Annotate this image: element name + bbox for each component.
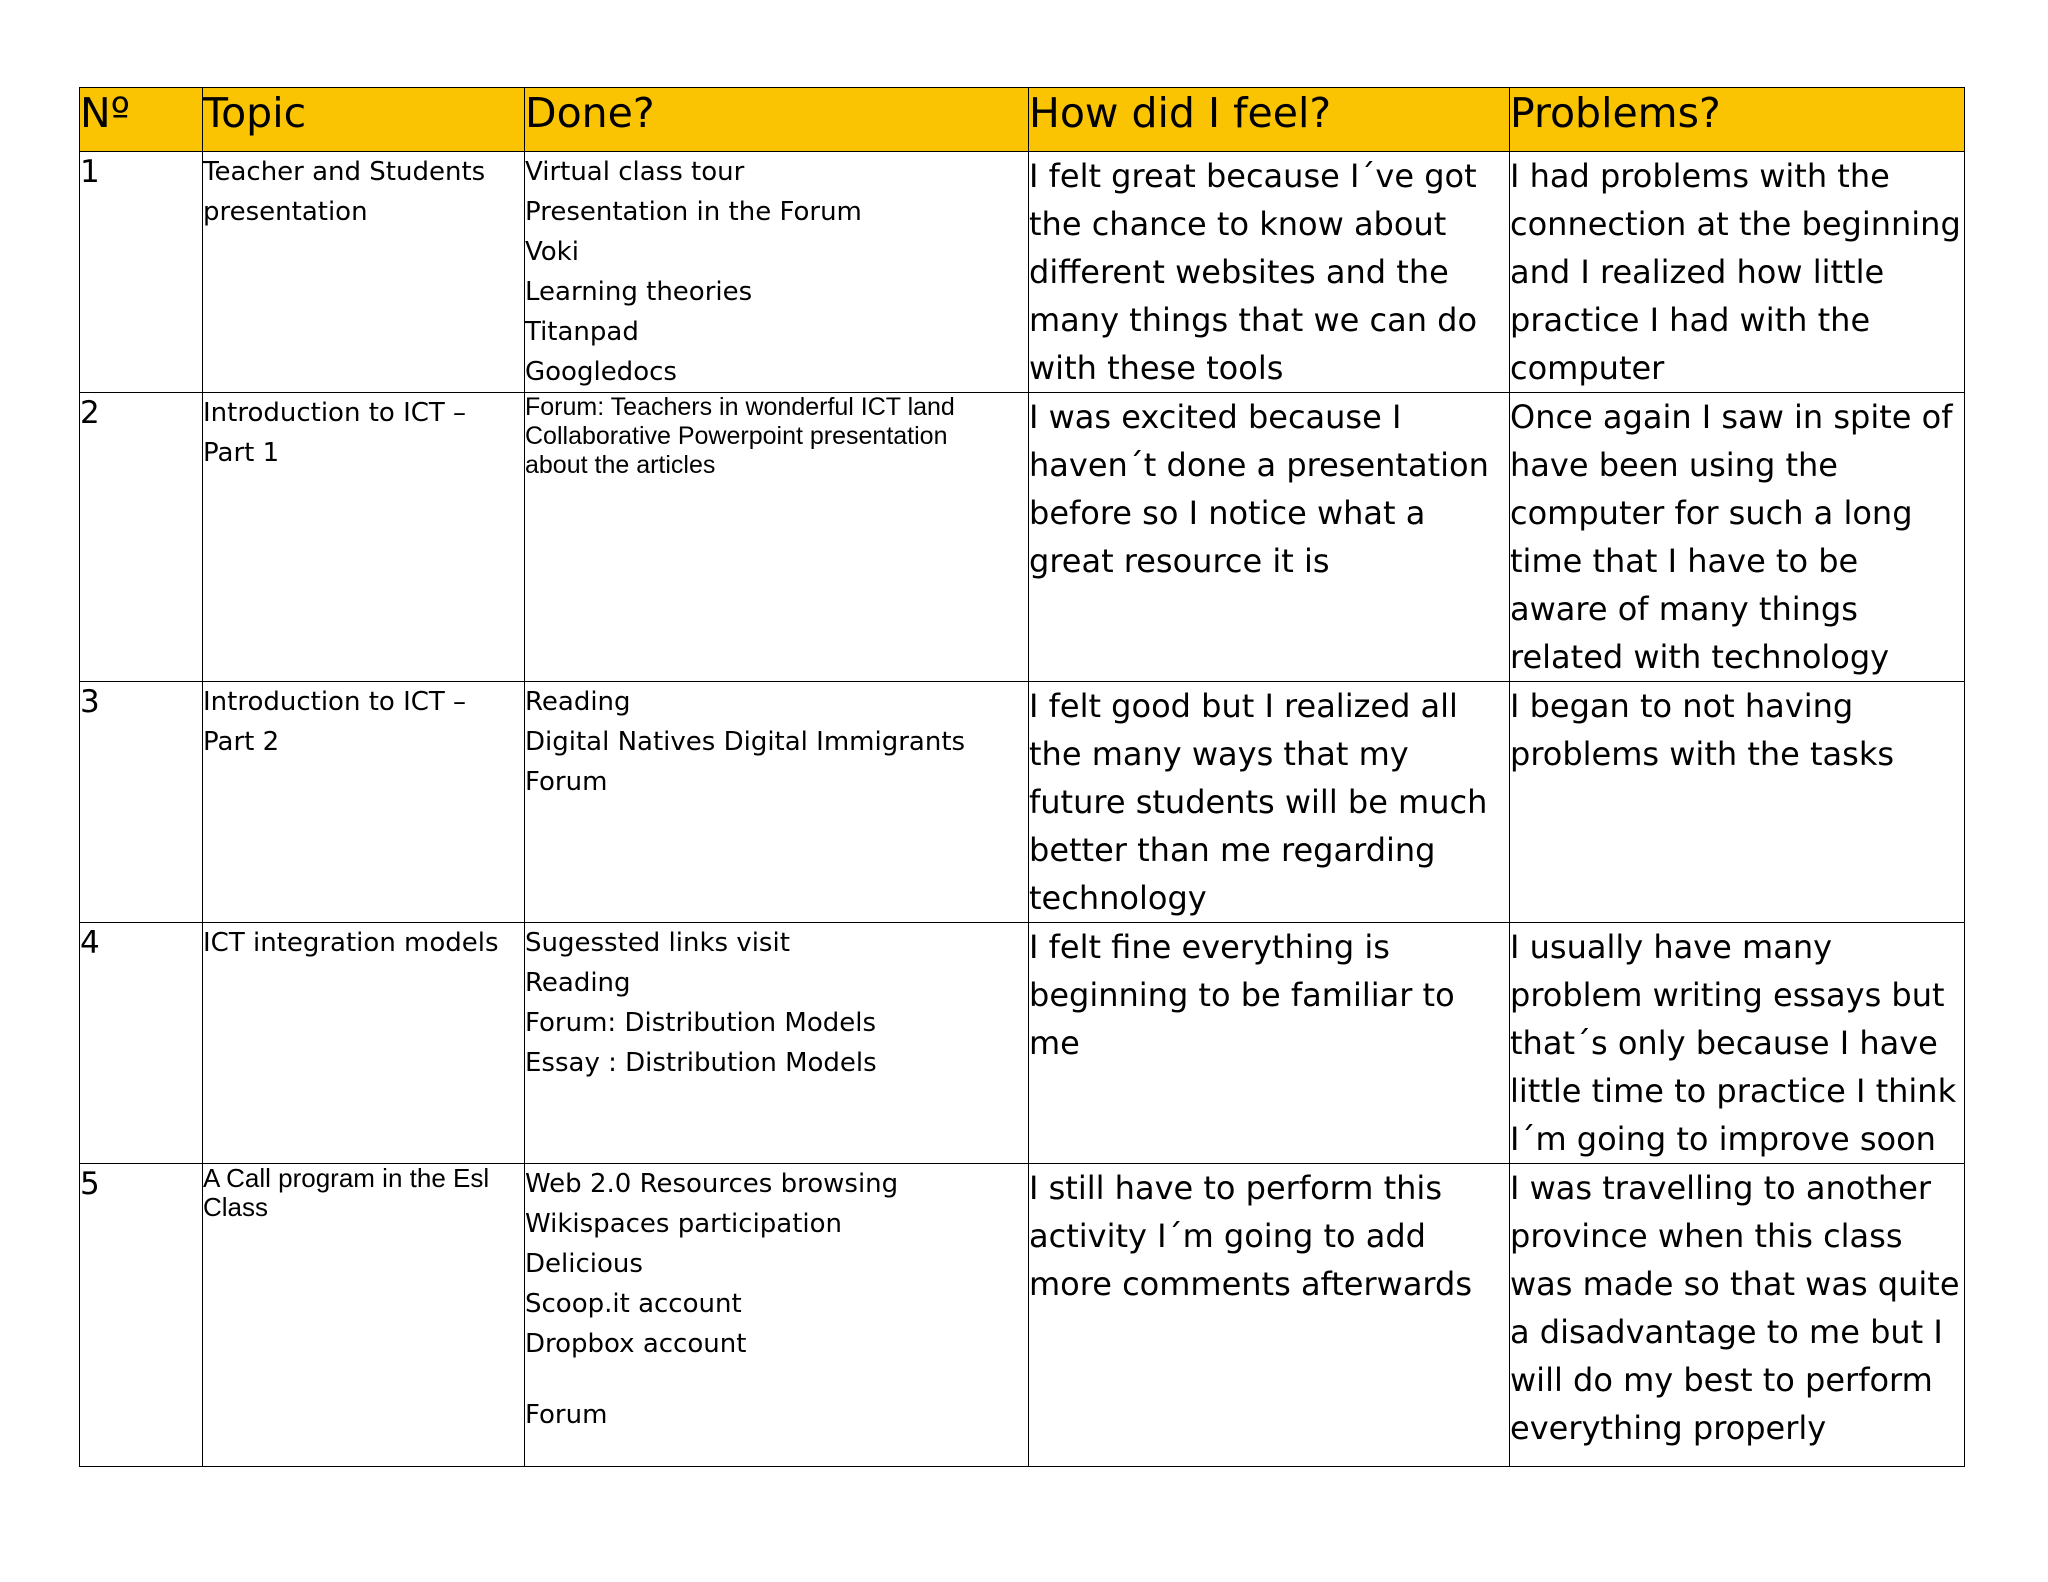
row-number: 3 bbox=[80, 682, 203, 923]
row-feeling: I was excited because I haven´t done a presentation before so I notice what a great resource it is bbox=[1029, 393, 1510, 682]
row-feeling: I felt good but I realized all the many ways that my future students will be much better than me regarding technology bbox=[1029, 682, 1510, 923]
done-item: Collaborative Powerpoint presentation bbox=[525, 422, 948, 450]
row-topic: A Call program in the Esl Class bbox=[203, 1164, 525, 1467]
done-item: Essay : Distribution Models bbox=[525, 1048, 877, 1078]
done-item: Wikispaces participation bbox=[525, 1209, 843, 1239]
header-topic: Topic bbox=[203, 88, 525, 152]
header-done: Done? bbox=[525, 88, 1029, 152]
done-item: Reading bbox=[525, 968, 631, 998]
done-item: Forum: Distribution Models bbox=[525, 1008, 877, 1038]
row-done-list bbox=[525, 152, 1029, 393]
header-problems: Problems? bbox=[1510, 88, 1965, 152]
done-item: Digital Natives Digital Immigrants bbox=[525, 727, 966, 757]
row-topic: Teacher and Students presentation bbox=[203, 152, 525, 393]
table-header-row bbox=[80, 88, 1965, 152]
done-item: Scoop.it account bbox=[525, 1289, 742, 1319]
header-feel: How did I feel? bbox=[1029, 88, 1510, 152]
table-row bbox=[80, 152, 1965, 393]
row-number: 1 bbox=[80, 152, 203, 393]
row-feeling: I felt fine everything is beginning to be familiar to me bbox=[1029, 923, 1510, 1164]
row-topic: Introduction to ICT – Part 2 bbox=[203, 682, 525, 923]
row-topic: Introduction to ICT – Part 1 bbox=[203, 393, 525, 682]
done-item: Reading bbox=[525, 687, 631, 717]
row-problems: I began to not having problems with the tasks bbox=[1510, 682, 1965, 923]
row-done-list bbox=[525, 1164, 1029, 1467]
row-done-list bbox=[525, 393, 1029, 682]
row-number: 4 bbox=[80, 923, 203, 1164]
done-item: Web 2.0 Resources browsing bbox=[525, 1169, 899, 1199]
done-item: Googledocs bbox=[525, 357, 677, 387]
done-item: Delicious bbox=[525, 1249, 643, 1279]
row-feeling: I felt great because I´ve got the chance to know about different websites and the many things that we can do with these tools bbox=[1029, 152, 1510, 393]
row-problems: I had problems with the connection at the beginning and I realized how little practice I had with the computer bbox=[1510, 152, 1965, 393]
row-done-list bbox=[525, 923, 1029, 1164]
row-feeling: I still have to perform this activity I´m going to add more comments afterwards bbox=[1029, 1164, 1510, 1467]
table-row bbox=[80, 682, 1965, 923]
row-number: 5 bbox=[80, 1164, 203, 1467]
done-item: Virtual class tour bbox=[525, 157, 745, 187]
done-item: about the articles bbox=[525, 451, 716, 479]
done-item: Learning theories bbox=[525, 277, 753, 307]
row-problems: I was travelling to another province when this class was made so that was quite a disadvantage to me but I will do my best to perform everything properly bbox=[1510, 1164, 1965, 1467]
table-row bbox=[80, 393, 1965, 682]
row-number: 2 bbox=[80, 393, 203, 682]
row-problems: I usually have many problem writing essays but that´s only because I have little time to practice I think I´m going to improve soon bbox=[1510, 923, 1965, 1164]
done-item: Dropbox account bbox=[525, 1329, 747, 1359]
done-item: Presentation in the Forum bbox=[525, 197, 862, 227]
done-item: Titanpad bbox=[525, 317, 639, 347]
done-item: Voki bbox=[525, 237, 579, 267]
row-done-list bbox=[525, 682, 1029, 923]
done-item: Sugessted links visit bbox=[525, 928, 790, 958]
row-problems: Once again I saw in spite of have been using the computer for such a long time that I have to be aware of many things related with technology bbox=[1510, 393, 1965, 682]
table-row bbox=[80, 1164, 1965, 1467]
table-row bbox=[80, 923, 1965, 1164]
done-item: Forum bbox=[525, 767, 608, 797]
header-number: Nº bbox=[80, 88, 203, 152]
row-topic: ICT integration models bbox=[203, 923, 525, 1164]
learning-log-table bbox=[79, 87, 1965, 1467]
done-item: Forum: Teachers in wonderful ICT land bbox=[525, 393, 955, 421]
done-item: Forum bbox=[525, 1400, 608, 1430]
